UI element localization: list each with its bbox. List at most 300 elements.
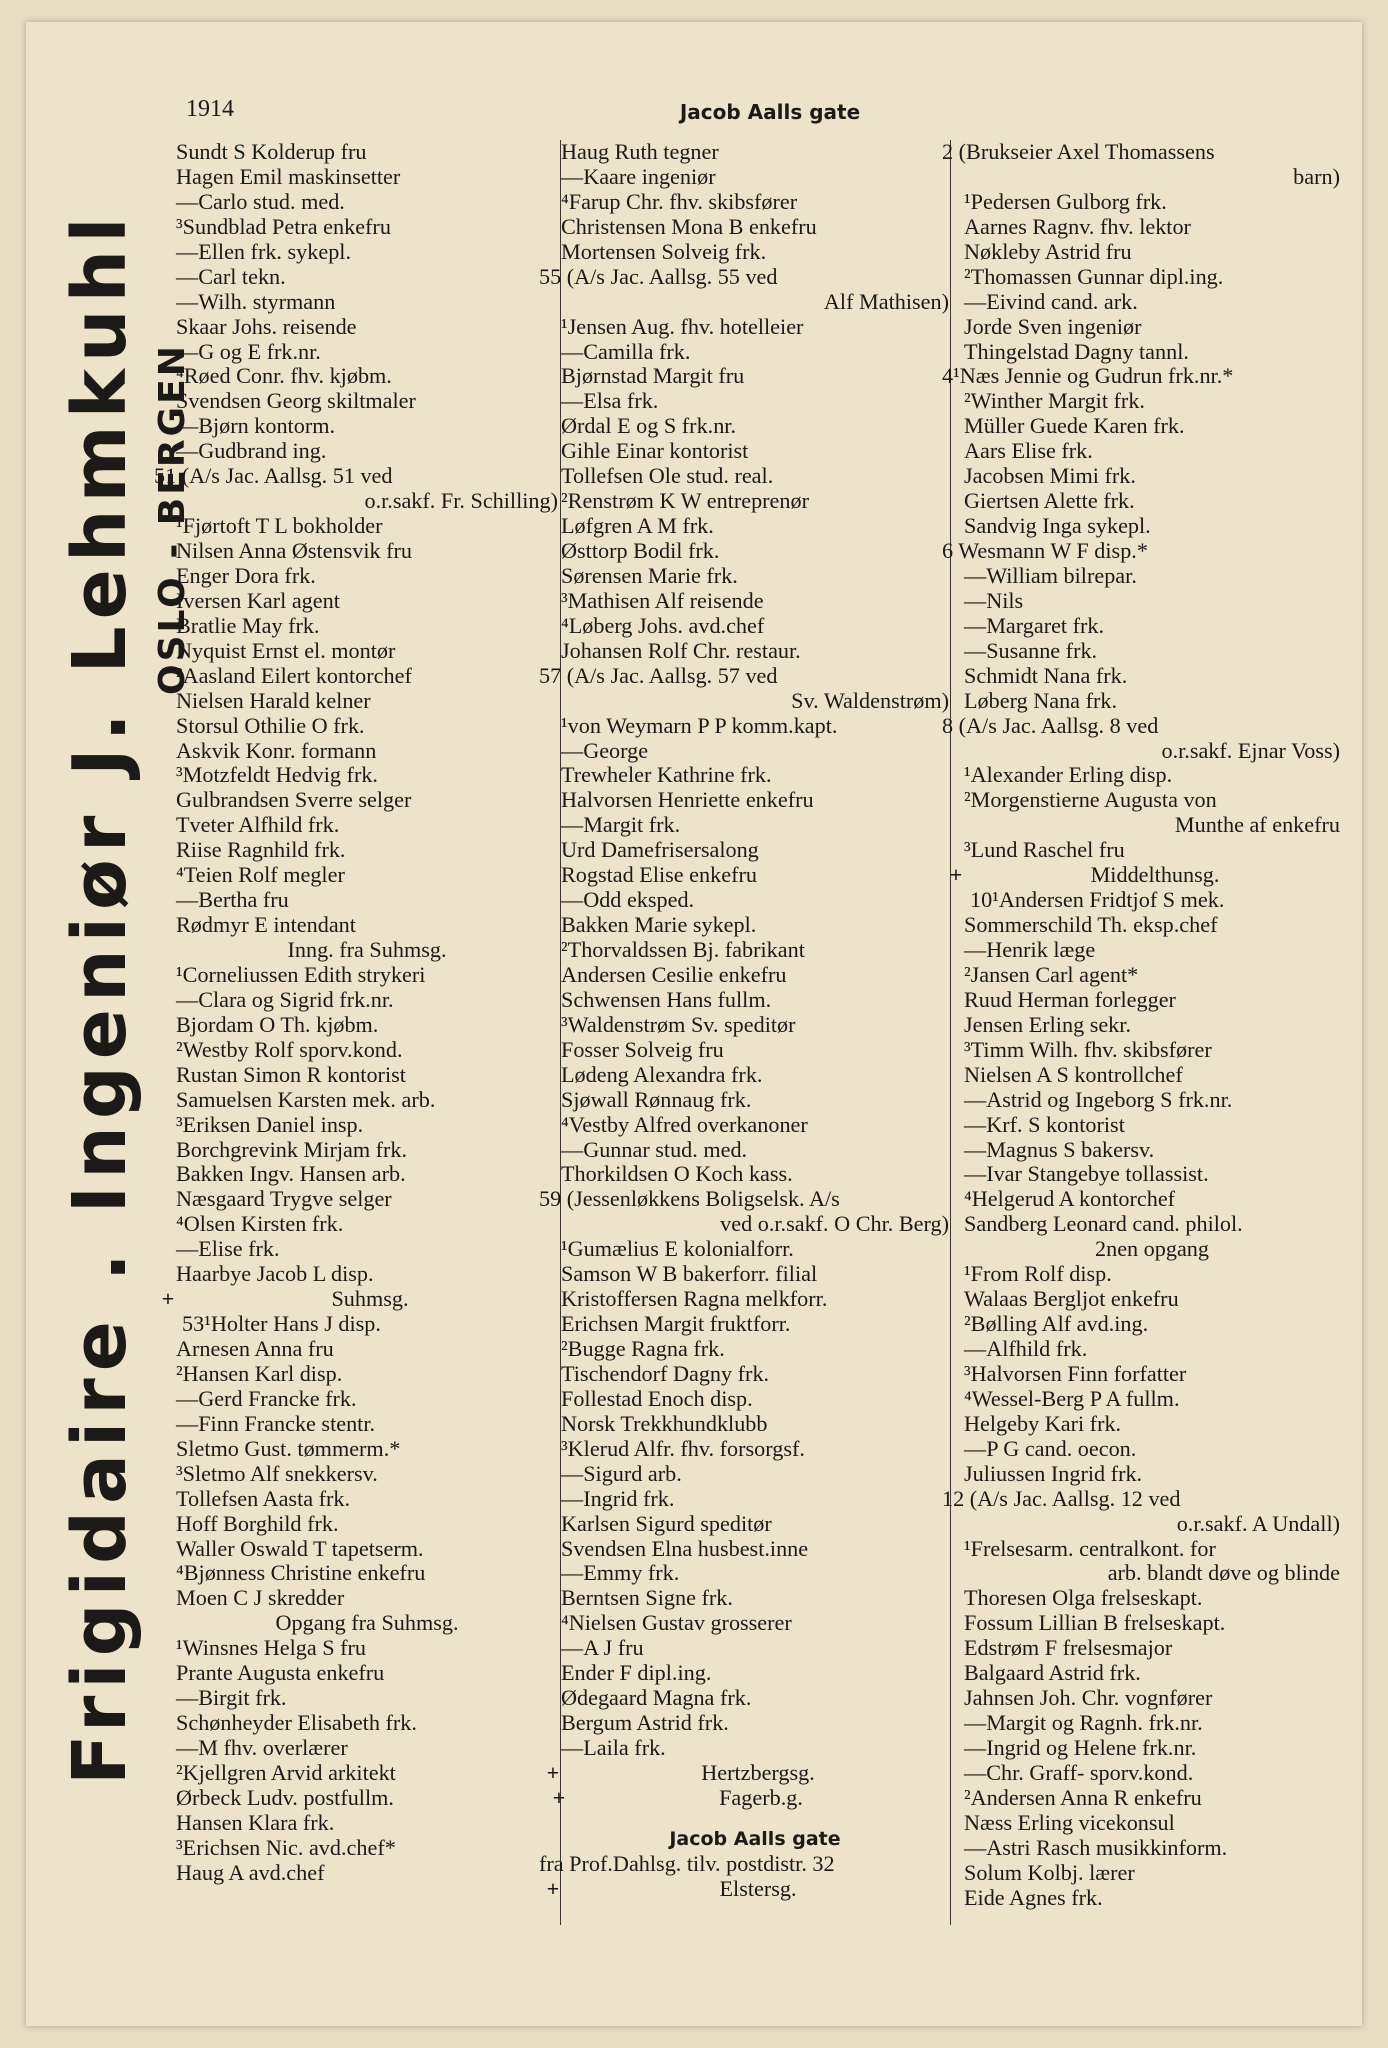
entry-text: —Ingrid frk.	[561, 1485, 675, 1511]
entry-text: 59 (Jessenløkkens Boligselsk. A/s	[539, 1186, 840, 1212]
directory-entry	[176, 1212, 558, 1237]
entry-text: —Birgit frk.	[176, 1685, 287, 1711]
entry-text: Karlsen Sigurd speditør	[561, 1510, 772, 1536]
directory-entry	[176, 963, 558, 988]
entry-text: —Bjørn kontorm.	[176, 413, 336, 439]
directory-entry	[561, 190, 949, 215]
entry-text: ²Thorvaldssen Bj. fabrikant	[561, 937, 805, 962]
directory-entry	[964, 813, 1340, 838]
entry-text: Samuelsen Karsten mek. arb.	[176, 1086, 436, 1112]
directory-entry	[561, 639, 949, 664]
directory-entry	[176, 389, 558, 414]
directory-entry	[964, 1811, 1340, 1836]
entry-text: Lødeng Alexandra frk.	[561, 1061, 763, 1087]
entry-text: —Krf. S kontorist	[964, 1111, 1125, 1137]
directory-entry	[964, 913, 1340, 938]
cross-street-icon: +	[949, 862, 963, 888]
entry-text: Sjøwall Rønnaug frk.	[561, 1086, 752, 1112]
entry-text: Borchgrevink Mirjam frk.	[176, 1136, 408, 1162]
directory-entry	[176, 1611, 558, 1636]
directory-entry	[561, 1636, 949, 1661]
directory-entry	[964, 389, 1340, 414]
running-title: Jacob Aalls gate	[679, 100, 861, 124]
directory-entry	[176, 190, 558, 215]
directory-entry	[964, 988, 1340, 1013]
entry-text: Hertzbergsg.	[701, 1759, 815, 1785]
cross-street-icon: +	[546, 1759, 560, 1785]
directory-entry	[176, 414, 558, 439]
directory-entry	[561, 1561, 949, 1586]
entry-text: Sandberg Leonard cand. philol.	[964, 1211, 1243, 1237]
directory-entry	[964, 1512, 1340, 1537]
entry-text: fra Prof.Dahlsg. tilv. postdistr. 32	[539, 1850, 835, 1876]
entry-text: —Margaret frk.	[964, 612, 1105, 638]
directory-entry	[561, 1686, 949, 1711]
directory-entry	[561, 464, 949, 489]
cross-street-icon: +	[161, 1286, 175, 1312]
entry-text: —Susanne frk.	[964, 637, 1098, 663]
entry-text: Bergum Astrid frk.	[561, 1710, 729, 1736]
directory-entry	[561, 539, 949, 564]
directory-entry	[561, 1512, 949, 1537]
entry-text: Mortensen Solveig frk.	[561, 238, 767, 264]
directory-entry	[964, 1861, 1340, 1886]
directory-entry	[561, 1063, 949, 1088]
entry-text: ³Eriksen Daniel insp.	[176, 1111, 364, 1137]
directory-entry	[964, 315, 1340, 340]
entry-text: Sundt S Kolderup fru	[176, 139, 367, 164]
entry-text: ²Morgenstierne Augusta von	[964, 787, 1217, 813]
building-entry	[942, 364, 1340, 389]
entry-text: —Camilla frk.	[561, 338, 691, 364]
directory-entry	[176, 1262, 558, 1287]
directory-entry	[176, 140, 558, 165]
entry-text: Nielsen Harald kelner	[176, 687, 371, 713]
directory-entry	[964, 1836, 1340, 1861]
directory-entry	[561, 788, 949, 813]
entry-text: —Gunnar stud. med.	[561, 1136, 748, 1162]
advert-sub-text: OSLO - BERGEN	[152, 343, 193, 695]
entry-text: ⁴Røed Conr. fhv. kjøbm.	[176, 363, 392, 389]
directory-entry	[176, 888, 558, 913]
entry-text: ¹Corneliussen Edith strykeri	[176, 961, 426, 987]
directory-entry	[561, 1013, 949, 1038]
entry-text: Hagen Emil maskinsetter	[176, 163, 401, 189]
directory-entry	[561, 1162, 949, 1187]
entry-text: Sommerschild Th. eksp.chef	[964, 912, 1218, 938]
entry-text: ²Winther Margit frk.	[964, 388, 1145, 414]
directory-entry	[176, 1537, 558, 1562]
directory-entry	[964, 414, 1340, 439]
entry-text: Waller Oswald T tapetserm.	[176, 1535, 424, 1561]
directory-entry	[561, 240, 949, 265]
directory-entry	[561, 1487, 949, 1512]
entry-text: —G og E frk.nr.	[176, 338, 321, 364]
entry-text: —Wilh. styrmann	[176, 288, 336, 314]
directory-entry	[561, 1287, 949, 1312]
entry-text: Bakken Marie sykepl.	[561, 912, 757, 938]
directory-entry	[176, 1736, 558, 1761]
directory-entry	[561, 614, 949, 639]
entry-text: Halvorsen Henriette enkefru	[561, 787, 814, 813]
directory-entry	[964, 788, 1340, 813]
directory-entry	[964, 1337, 1340, 1362]
directory-entry	[561, 389, 949, 414]
entry-text: Haug Ruth tegner	[561, 139, 719, 164]
entry-text: Nyquist Ernst el. montør	[176, 637, 396, 663]
directory-entry	[964, 1162, 1340, 1187]
directory-entry	[964, 564, 1340, 589]
entry-text: ³Sletmo Alf snekkersv.	[176, 1460, 378, 1486]
entry-text: —A J fru	[561, 1635, 644, 1661]
directory-entry	[176, 1088, 558, 1113]
directory-entry	[176, 1761, 558, 1786]
entry-text: Ender F dipl.ing.	[561, 1660, 712, 1686]
directory-entry	[561, 739, 949, 764]
directory-entry	[176, 1113, 558, 1138]
directory-entry	[176, 1586, 558, 1611]
directory-entry	[561, 689, 949, 714]
entry-text: Jahnsen Joh. Chr. vognfører	[964, 1685, 1213, 1711]
building-entry	[539, 664, 949, 689]
directory-entry	[176, 315, 558, 340]
entry-text: Schwensen Hans fullm.	[561, 986, 772, 1012]
entry-text: —Nils	[964, 587, 1024, 613]
entry-text: Johansen Rolf Chr. restaur.	[561, 637, 801, 663]
entry-text: ³Halvorsen Finn forfatter	[964, 1360, 1187, 1386]
entry-text: —Astri Rasch musikkinform.	[964, 1834, 1228, 1860]
directory-entry	[561, 863, 949, 888]
entry-text: Erichsen Margit fruktforr.	[561, 1311, 791, 1337]
directory-entry	[964, 240, 1340, 265]
directory-entry	[561, 888, 949, 913]
directory-entry	[964, 1113, 1340, 1138]
entry-text: Næss Erling vicekonsul	[964, 1809, 1175, 1835]
entry-text: ³Mathisen Alf reisende	[561, 587, 764, 613]
building-entry	[539, 1187, 949, 1212]
column-divider	[950, 140, 951, 1925]
entry-text: Jensen Erling sekr.	[964, 1011, 1131, 1037]
entry-text: —Ivar Stangebye tollassist.	[964, 1161, 1209, 1187]
entry-text: 53¹Holter Hans J disp.	[182, 1311, 381, 1337]
directory-entry	[176, 614, 558, 639]
directory-entry	[176, 664, 558, 689]
directory-entry	[561, 589, 949, 614]
entry-text: —Finn Francke stentr.	[176, 1410, 376, 1436]
entry-text: Samson W B bakerforr. filial	[561, 1261, 818, 1287]
entry-text: —Elise frk.	[176, 1236, 280, 1262]
directory-entry	[176, 265, 558, 290]
directory-entry	[176, 863, 558, 888]
entry-text: arb. blandt døve og blinde	[1107, 1560, 1340, 1586]
entry-text: ²Andersen Anna R enkefru	[964, 1784, 1202, 1810]
directory-entry	[561, 913, 949, 938]
entry-text: —Bertha fru	[176, 887, 289, 913]
entry-text: —Gudbrand ing.	[176, 438, 327, 464]
directory-entry	[176, 913, 558, 938]
page-number: 1914	[186, 96, 234, 122]
entry-text: Suhmsg.	[331, 1286, 409, 1312]
entry-text: Follestad Enoch disp.	[561, 1385, 753, 1411]
directory-entry	[561, 1312, 949, 1337]
directory-entry	[964, 1212, 1340, 1237]
entry-text: Nielsen A S kontrollchef	[964, 1061, 1183, 1087]
directory-entry	[964, 1462, 1340, 1487]
entry-text: Ødegaard Magna frk.	[561, 1685, 752, 1711]
directory-entry	[176, 1337, 558, 1362]
entry-text: Tollefsen Aasta frk.	[176, 1485, 351, 1511]
directory-entry	[561, 1262, 949, 1287]
entry-text: Tveter Alfhild frk.	[176, 812, 340, 838]
entry-text: o.r.sakf. A Undall)	[1176, 1510, 1340, 1536]
entry-text: Aars Elise frk.	[964, 438, 1093, 464]
directory-entry	[176, 564, 558, 589]
entry-text: —Alfhild frk.	[964, 1336, 1088, 1361]
entry-text: —Margit og Ragnh. frk.nr.	[964, 1710, 1203, 1736]
entry-text: —P G cand. oecon.	[964, 1435, 1137, 1461]
entry-text: ⁴Helgerud A kontorchef	[964, 1186, 1176, 1212]
directory-entry	[176, 813, 558, 838]
directory-entry	[561, 1736, 949, 1761]
entry-text: Rødmyr E intendant	[176, 912, 356, 938]
entry-text: Ruud Herman forlegger	[964, 986, 1176, 1012]
directory-entry	[561, 215, 949, 240]
entry-text: Christensen Mona B enkefru	[561, 213, 817, 239]
entry-text: Løfgren A M frk.	[561, 513, 714, 539]
directory-entry	[964, 439, 1340, 464]
directory-entry	[964, 165, 1340, 190]
directory-entry	[561, 1462, 949, 1487]
entry-text: Nilsen Anna Østensvik fru	[176, 538, 413, 563]
directory-entry	[561, 414, 949, 439]
entry-text: ⁴Olsen Kirsten frk.	[176, 1211, 344, 1237]
directory-entry	[964, 1886, 1340, 1911]
directory-entry	[176, 589, 558, 614]
entry-text: Bratlie May frk.	[176, 612, 320, 638]
building-entry	[154, 1312, 558, 1337]
entry-text: ⁴Wessel-Berg P A fullm.	[964, 1385, 1180, 1411]
directory-entry	[561, 140, 949, 165]
directory-entry	[176, 1861, 558, 1886]
entry-text: Askvik Konr. formann	[176, 737, 377, 763]
entry-text: Aarnes Ragnv. fhv. lektor	[964, 213, 1191, 239]
directory-entry	[176, 1437, 558, 1462]
directory-entry	[176, 439, 558, 464]
entry-text: ²Aasland Eilert kontorchef	[176, 662, 412, 688]
directory-entry	[964, 689, 1340, 714]
entry-text: ³Timm Wilh. fhv. skibsfører	[964, 1036, 1212, 1062]
entry-text: o.r.sakf. Fr. Schilling)	[364, 488, 558, 514]
entry-text: ⁴Vestby Alfred overkanoner	[561, 1111, 808, 1137]
entry-text: ⁴Farup Chr. fhv. skibsfører	[561, 188, 798, 214]
directory-entry	[561, 1537, 949, 1562]
building-entry	[942, 140, 1340, 165]
entry-text: Tischendorf Dagny frk.	[561, 1360, 770, 1386]
cross-street-entry	[552, 1784, 949, 1811]
directory-entry	[964, 739, 1340, 764]
directory-entry	[176, 1711, 558, 1736]
entry-text: Bjørnstad Margit fru	[561, 363, 745, 389]
entry-text: —William bilrepar.	[964, 562, 1137, 588]
entry-text: Walaas Bergljot enkefru	[964, 1286, 1179, 1312]
directory-column-2	[539, 139, 949, 1902]
entry-text: Bakken Ingv. Hansen arb.	[176, 1161, 406, 1187]
entry-text: ⁴Bjønness Christine enkefru	[176, 1560, 426, 1586]
entry-text: ²Westby Rolf sporv.kond.	[176, 1036, 403, 1062]
entry-text: ³Lund Raschel fru	[964, 837, 1125, 863]
entry-text: Bjordam O Th. kjøbm.	[176, 1011, 379, 1037]
directory-entry	[964, 1437, 1340, 1462]
directory-entry	[561, 1362, 949, 1387]
directory-entry	[176, 714, 558, 739]
directory-entry	[176, 1811, 558, 1836]
directory-entry	[176, 1636, 558, 1661]
directory-entry	[964, 1611, 1340, 1636]
entry-text: —Chr. Graff- sporv.kond.	[964, 1759, 1194, 1785]
entry-text: Nøkleby Astrid fru	[964, 238, 1132, 264]
entry-text: Sandvig Inga sykepl.	[964, 513, 1151, 539]
directory-entry	[561, 1038, 949, 1063]
cross-street-entry	[949, 862, 1340, 888]
entry-text: Giertsen Alette frk.	[964, 488, 1135, 514]
directory-entry	[964, 1586, 1340, 1611]
directory-entry	[561, 290, 949, 315]
directory-entry	[964, 290, 1340, 315]
directory-entry	[964, 1312, 1340, 1337]
directory-entry	[964, 1387, 1340, 1412]
entry-text: Juliussen Ingrid frk.	[964, 1460, 1143, 1486]
entry-text: Rogstad Elise enkefru	[561, 862, 757, 888]
entry-text: ³Motzfeldt Hedvig frk.	[176, 762, 378, 788]
building-entry	[942, 888, 1340, 913]
entry-text: Enger Dora frk.	[176, 562, 316, 588]
directory-entry	[176, 763, 558, 788]
directory-entry	[964, 1287, 1340, 1312]
directory-entry	[561, 1113, 949, 1138]
entry-text: —Gerd Francke frk.	[176, 1385, 357, 1411]
entry-text: Inng. fra Suhmsg.	[287, 937, 447, 962]
entry-text: Sletmo Gust. tømmerm.*	[176, 1435, 401, 1461]
directory-entry	[561, 714, 949, 739]
directory-entry	[964, 1412, 1340, 1437]
entry-text: 2nen opgang	[1095, 1236, 1209, 1262]
entry-text: Svendsen Elna husbest.inne	[561, 1535, 809, 1561]
directory-entry	[964, 1736, 1340, 1761]
entry-text: —Carl tekn.	[176, 263, 286, 289]
advert-main-text: Frigidaire . Ingeniør J. Lehmkuhl	[57, 210, 143, 1785]
entry-text: Sørensen Marie frk.	[561, 562, 738, 588]
entry-text: Trewheler Kathrine frk.	[561, 762, 772, 788]
directory-entry	[176, 1412, 558, 1437]
entry-text: 10¹Andersen Fridtjof S mek.	[970, 887, 1225, 913]
cross-street-icon: +	[546, 1875, 560, 1901]
entry-text: ²Kjellgren Arvid arkitekt	[176, 1759, 396, 1785]
directory-entry	[176, 739, 558, 764]
directory-entry	[176, 1512, 558, 1537]
directory-entry	[561, 439, 949, 464]
directory-entry	[561, 489, 949, 514]
entry-text: ³Sundblad Petra enkefru	[176, 213, 391, 239]
entry-text: o.r.sakf. Ejnar Voss)	[1161, 737, 1340, 763]
entry-text: —Laila frk.	[561, 1735, 666, 1760]
directory-entry	[176, 689, 558, 714]
entry-text: ¹Pedersen Gulborg frk.	[964, 188, 1167, 214]
entry-text: Jacob Aalls gate	[669, 1827, 841, 1850]
entry-text: Riise Ragnhild frk.	[176, 837, 346, 863]
directory-entry	[176, 514, 558, 539]
entry-text: ¹Gumælius E kolonialforr.	[561, 1236, 794, 1262]
directory-entry	[561, 1412, 949, 1437]
entry-text: Opgang fra Suhmsg.	[275, 1610, 459, 1636]
entry-text: ¹von Weymarn P P komm.kapt.	[561, 712, 838, 738]
entry-text: barn)	[1293, 163, 1340, 189]
entry-text: ²Jansen Carl agent*	[964, 961, 1139, 987]
directory-entry	[964, 514, 1340, 539]
entry-text: Skaar Johs. reisende	[176, 313, 357, 339]
entry-text: Berntsen Signe frk.	[561, 1585, 733, 1611]
entry-text: —Clara og Sigrid frk.nr.	[176, 986, 394, 1012]
directory-entry	[964, 1636, 1340, 1661]
directory-entry	[176, 364, 558, 389]
directory-entry	[561, 364, 949, 389]
directory-entry	[561, 1337, 949, 1362]
entry-text: Andersen Cesilie enkefru	[561, 961, 787, 987]
entry-text: ²Bølling Alf avd.ing.	[964, 1311, 1149, 1337]
entry-text: Hoff Borghild frk.	[176, 1510, 339, 1536]
entry-text: 55 (A/s Jac. Aallsg. 55 ved	[539, 263, 778, 289]
entry-text: Østtorp Bodil frk.	[561, 538, 720, 563]
entry-text: ⁴Nielsen Gustav grosserer	[561, 1610, 792, 1636]
entry-text: Müller Guede Karen frk.	[964, 413, 1185, 439]
directory-entry	[964, 1537, 1340, 1562]
directory-entry	[561, 838, 949, 863]
directory-entry	[964, 589, 1340, 614]
directory-entry	[964, 1237, 1340, 1262]
directory-entry	[176, 639, 558, 664]
entry-text: Schmidt Nana frk.	[964, 662, 1128, 688]
entry-text: Næsgaard Trygve selger	[176, 1186, 392, 1212]
directory-entry	[176, 988, 558, 1013]
directory-entry	[561, 1237, 949, 1262]
directory-entry	[176, 1462, 558, 1487]
entry-text: Hansen Klara frk.	[176, 1809, 335, 1835]
entry-text: Gulbrandsen Sverre selger	[176, 787, 412, 813]
entry-text: Sv. Waldenstrøm)	[791, 687, 949, 713]
entry-text: Balgaard Astrid frk.	[964, 1660, 1141, 1686]
entry-text: Svendsen Georg skiltmaler	[176, 388, 416, 414]
directory-entry	[964, 1786, 1340, 1811]
directory-entry	[561, 963, 949, 988]
directory-entry	[561, 1437, 949, 1462]
directory-entry	[176, 788, 558, 813]
cross-street-entry	[546, 1759, 949, 1786]
directory-entry	[176, 1237, 558, 1262]
directory-entry	[176, 290, 558, 315]
entry-text: Thoresen Olga frelseskapt.	[964, 1585, 1203, 1611]
entry-text: Thingelstad Dagny tannl.	[964, 338, 1189, 364]
entry-text: Rustan Simon R kontorist	[176, 1061, 406, 1087]
entry-text: 6 Wesmann W F disp.*	[942, 538, 1148, 563]
entry-text: ¹Alexander Erling disp.	[964, 762, 1173, 788]
directory-entry	[176, 165, 558, 190]
directory-entry	[176, 1063, 558, 1088]
directory-entry	[964, 340, 1340, 365]
entry-text: 51 (A/s Jac. Aallsg. 51 ved	[154, 463, 393, 489]
directory-column-3	[942, 139, 1340, 1911]
directory-entry	[176, 1187, 558, 1212]
entry-text: Iversen Karl agent	[176, 587, 340, 613]
directory-entry	[964, 489, 1340, 514]
